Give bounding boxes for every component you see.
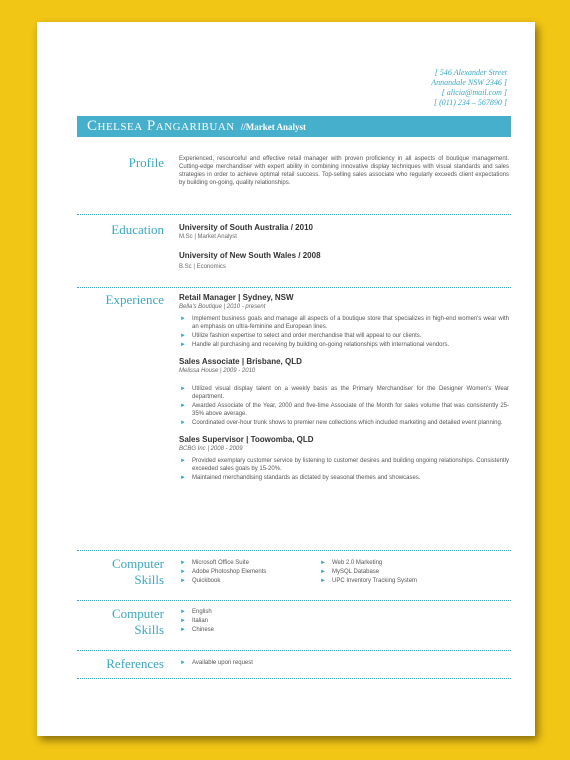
job-title: Sales Supervisor | Toowomba, QLD	[179, 435, 314, 444]
candidate-role: //Market Analyst	[240, 121, 306, 132]
list-item: ► MySQL Database	[320, 569, 380, 575]
list-item: ► Quickbook	[180, 578, 221, 584]
education-heading: Education	[111, 222, 164, 237]
education-body	[179, 222, 509, 272]
contact-address-line2: Annandale NSW 2346 ]	[431, 78, 507, 87]
education-school: University of South Australia / 2010	[179, 223, 313, 232]
bullet-arrow-icon: ►	[320, 569, 326, 575]
divider	[77, 287, 511, 288]
list-item: ► Utilize fashion expertise to select and order merchandise that will appeal to our clients.	[180, 333, 422, 339]
job-entry	[179, 434, 509, 482]
contact-address-line1: [ 546 Alexander Street	[434, 68, 507, 77]
job-entry	[179, 356, 509, 427]
language-skills-heading: Computer Skills	[112, 606, 164, 637]
bullet-arrow-icon: ►	[180, 627, 186, 633]
bullet-arrow-icon: ►	[180, 609, 186, 615]
divider	[77, 550, 511, 551]
education-degree: M.Sc | Market Analyst	[179, 234, 237, 240]
bullet-arrow-icon: ►	[180, 569, 186, 575]
references-heading: References	[106, 656, 164, 671]
list-item: ► Web 2.0 Marketing	[320, 560, 383, 566]
list-item: ► English	[180, 609, 212, 615]
bullet-arrow-icon: ►	[180, 660, 186, 666]
education-school: University of New South Wales / 2008	[179, 251, 321, 260]
bullet-arrow-icon: ►	[180, 342, 186, 348]
bullet-arrow-icon: ►	[180, 420, 186, 426]
name-bar	[77, 116, 511, 137]
bullet-arrow-icon: ►	[180, 316, 186, 322]
contact-block	[431, 68, 507, 108]
experience-heading: Experience	[105, 292, 164, 307]
list-item: ► Utilized visual display talent on a weekly basis as the Primary Merchandiser for the Designer Women's Wear department.	[180, 386, 509, 400]
list-item: ► Implement business goals and manage all aspects of a boutique store that specializes in high-end women's wear with an emphasis on ultra-feminine and European lines.	[180, 316, 509, 330]
job-company: Melissa House | 2009 - 2010	[179, 368, 256, 374]
contact-phone: [ (011) 234 – 567890 ]	[434, 98, 507, 107]
references-body	[179, 656, 509, 668]
list-item: ► Adobe Photoshop Elements	[180, 569, 267, 575]
bullet-arrow-icon: ►	[180, 475, 186, 481]
computer-skills-list	[179, 556, 509, 586]
bullet-arrow-icon: ►	[320, 578, 326, 584]
contact-email: [ alicia@mail.com ]	[441, 88, 507, 97]
divider	[77, 678, 511, 679]
divider	[77, 600, 511, 601]
bullet-arrow-icon: ►	[180, 560, 186, 566]
job-company: Bella's Boutique | 2010 - present	[179, 304, 266, 310]
divider	[77, 214, 511, 215]
bullet-arrow-icon: ►	[180, 578, 186, 584]
job-entry	[179, 292, 509, 349]
job-title: Retail Manager | Sydney, NSW	[179, 293, 294, 302]
list-item: ► Provided exemplary customer service by listening to customer desires and building ongoing relationships. Consistently exceeded sales goals by 15-20%.	[180, 458, 509, 472]
computer-skills-heading: Computer Skills	[112, 556, 164, 587]
profile-text: Experienced, resourceful and effective retail manager with proven proficiency in all aspects of boutique management. Cutting-edge merchandiser with expert ability in combining innovative display techniques with visual standards and sales strategies in order to achieve optimal retail success. Top-selling sales associate who regularly exceeds client expectations by building on-going, quality relationships.	[179, 156, 509, 186]
bullet-arrow-icon: ►	[180, 333, 186, 339]
experience-body	[179, 292, 509, 483]
list-item: ► Coordinated over-hour trunk shows to premier new collections which included marketing and detailed event planning.	[180, 420, 503, 426]
bullet-arrow-icon: ►	[180, 618, 186, 624]
education-degree: B.Sc | Economics	[179, 264, 226, 270]
list-item: ► Awarded Associate of the Year, 2000 and five-time Associate of the Month for sales volume that was consistently 25-35% above average.	[180, 403, 509, 417]
bullet-arrow-icon: ►	[180, 386, 186, 392]
bullet-arrow-icon: ►	[180, 458, 186, 464]
list-item: ► Handle all purchasing and receiving by building on-going relationships with international vendors.	[180, 342, 450, 348]
language-skills-list	[179, 606, 509, 635]
list-item: ► Available upon request	[180, 660, 253, 666]
bullet-arrow-icon: ►	[180, 403, 186, 409]
list-item: ► Maintained merchandising standards as dictated by seasonal themes and showcases.	[180, 475, 421, 481]
list-item: ► Chinese	[180, 627, 215, 633]
list-item: ► Microsoft Office Suite	[180, 560, 249, 566]
candidate-name: Chelsea Pangaribuan	[87, 118, 235, 134]
list-item: ► UPC Inventory Tracking System	[320, 578, 418, 584]
profile-heading: Profile	[128, 155, 164, 170]
job-company: BCBG Inc | 2008 - 2009	[179, 446, 243, 452]
divider	[77, 650, 511, 651]
bullet-arrow-icon: ►	[320, 560, 326, 566]
list-item: ► Italian	[180, 618, 209, 624]
resume-page	[37, 22, 535, 736]
job-title: Sales Associate | Brisbane, QLD	[179, 357, 302, 366]
